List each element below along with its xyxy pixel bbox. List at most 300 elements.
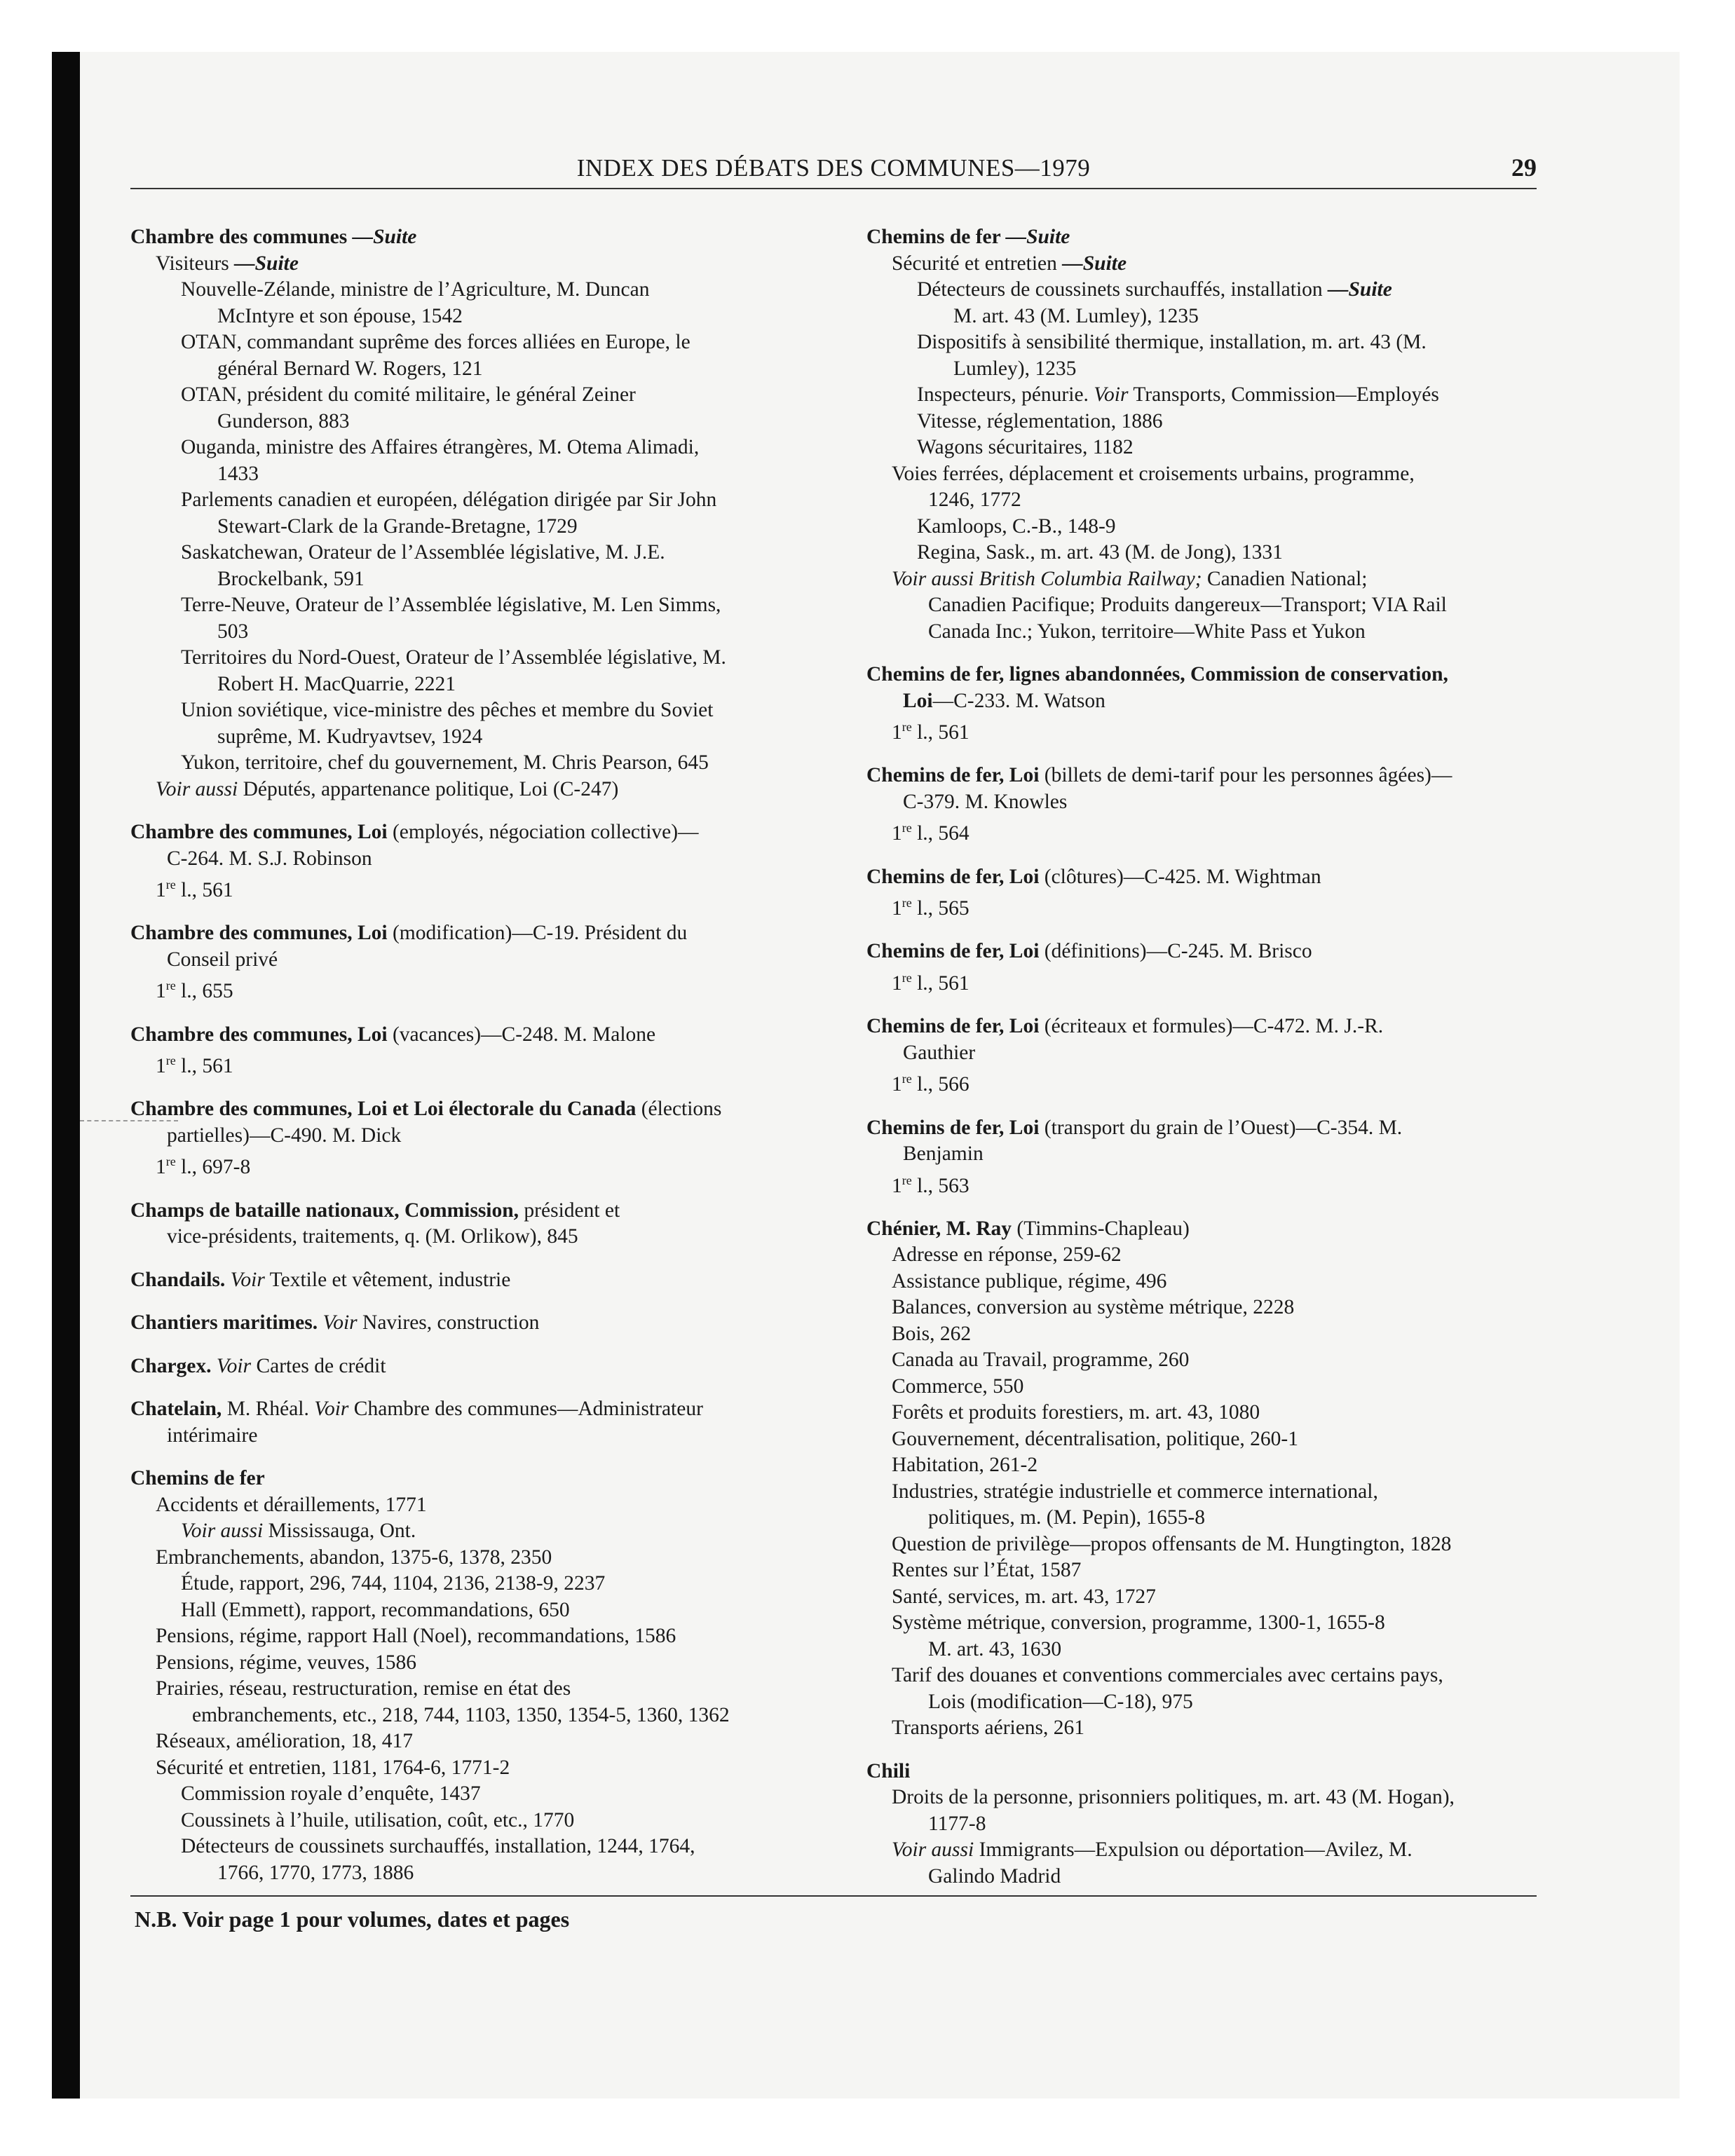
index-text: Wagons sécuritaires, 1182: [917, 436, 1134, 458]
index-line: [866, 1168, 1560, 1199]
index-entry: [130, 1022, 824, 1080]
index-line: [130, 1022, 824, 1049]
index-text: M. art. 43 (M. Lumley), 1235: [953, 304, 1199, 327]
index-line: [866, 1014, 1560, 1040]
index-text: Kamloops, C.-B., 148-9: [917, 514, 1116, 538]
index-line: [130, 872, 824, 903]
index-text: Chili: [866, 1759, 911, 1782]
index-text: président et: [519, 1199, 620, 1222]
index-text: Champs de bataille nationaux, Commission,: [130, 1199, 519, 1222]
index-line: [866, 303, 1560, 330]
index-line: [130, 1518, 824, 1545]
index-line: [866, 1663, 1560, 1689]
index-entry: [130, 1353, 824, 1380]
index-line: [866, 1637, 1560, 1663]
index-text: Chemins de fer: [866, 226, 1006, 248]
index-text: —Suite: [1062, 252, 1127, 275]
index-line: [130, 224, 824, 251]
index-text: Robert H. MacQuarrie, 2221: [217, 672, 456, 695]
index-line: [866, 540, 1560, 566]
index-line: [130, 777, 824, 803]
index-text: re: [901, 720, 912, 734]
index-text: Stewart-Clark de la Grande-Bretagne, 1729: [217, 514, 578, 538]
index-text: 1: [156, 878, 166, 901]
index-text: Cartes de crédit: [251, 1354, 386, 1377]
index-line: [130, 1676, 824, 1703]
footer-note: N.B. Voir page 1 pour volumes, dates et pages: [135, 1906, 570, 1932]
index-text: 1246, 1772: [928, 489, 1021, 511]
index-text: Loi: [903, 689, 933, 712]
index-text: Chambre des communes, Loi: [130, 821, 388, 843]
index-line: [130, 1123, 824, 1149]
index-text: Assistance publique, régime, 496: [892, 1269, 1167, 1292]
index-text: Chambre des communes—Administrateur: [348, 1398, 703, 1421]
index-line: [866, 592, 1560, 619]
index-text: Rentes sur l’État, 1587: [892, 1559, 1082, 1582]
index-text: l., 697-8: [175, 1156, 251, 1179]
index-entry: [866, 864, 1560, 922]
index-text: Chatelain,: [130, 1398, 222, 1421]
index-text: (modification)—C-19. Président du: [387, 922, 688, 945]
index-text: Gouvernement, décentralisation, politique, 260-1: [892, 1427, 1299, 1450]
index-text: M. art. 43, 1630: [928, 1637, 1062, 1660]
index-text: Canada Inc.; Yukon, territoire—White Pass et Yukon: [928, 620, 1366, 643]
index-entry: [130, 819, 824, 903]
index-text: Visiteurs: [156, 252, 235, 275]
index-line: [866, 1321, 1560, 1348]
index-line: [866, 251, 1560, 278]
index-line: [130, 303, 824, 330]
index-text: Galindo Madrid: [928, 1864, 1061, 1888]
index-line: [866, 619, 1560, 646]
index-line: [130, 461, 824, 488]
index-line: [866, 662, 1560, 688]
index-text: 503: [217, 620, 249, 643]
index-column-right: [866, 224, 1560, 1906]
index-text: Dispositifs à sensibilité thermique, installation, m. art. 43 (M.: [917, 331, 1427, 353]
index-text: McIntyre et son épouse, 1542: [217, 304, 463, 327]
index-line: [866, 1531, 1560, 1558]
index-text: Voir aussi: [181, 1520, 264, 1543]
index-text: Prairies, réseau, restructuration, remise en état des: [156, 1677, 571, 1700]
index-text: 1: [892, 822, 902, 845]
index-text: Union soviétique, vice-ministre des pêches et membre du Soviet: [181, 699, 714, 721]
index-text: 1: [156, 1156, 166, 1179]
index-line: [130, 1492, 824, 1519]
index-text: l., 564: [911, 822, 969, 845]
index-line: [130, 973, 824, 1004]
index-text: Gauthier: [903, 1041, 976, 1064]
index-text: (définitions)—C-245. M. Brisco: [1039, 940, 1312, 963]
index-line: [130, 1571, 824, 1597]
index-line: [866, 1864, 1560, 1890]
index-line: [130, 1310, 824, 1337]
index-text: re: [901, 896, 912, 910]
index-line: [866, 1689, 1560, 1716]
index-line: [130, 920, 824, 947]
index-text: partielles)—C-490. M. Dick: [167, 1124, 402, 1147]
index-line: [866, 1374, 1560, 1400]
index-text: Détecteurs de coussinets surchauffés, installation, 1244, 1764,: [181, 1835, 695, 1858]
index-text: Lumley), 1235: [953, 357, 1077, 380]
index-line: [866, 329, 1560, 356]
index-text: Chambre des communes, Loi: [130, 922, 388, 945]
index-line: [130, 697, 824, 724]
index-text: —Suite: [1328, 278, 1392, 301]
index-text: intérimaire: [167, 1424, 258, 1447]
index-text: Tarif des douanes et conventions commerciales avec certains pays,: [892, 1664, 1443, 1687]
index-text: Chandails.: [130, 1268, 231, 1291]
index-line: [866, 965, 1560, 997]
index-text: Chantiers maritimes.: [130, 1311, 323, 1335]
index-line: [130, 619, 824, 646]
index-text: Chemins de fer: [130, 1467, 265, 1490]
index-text: Transports, Commission—Employés: [1128, 383, 1439, 406]
index-text: Ouganda, ministre des Affaires étrangères, M. Otema Alimadi,: [181, 436, 700, 458]
index-line: [130, 750, 824, 777]
index-text: Voies ferrées, déplacement et croisements urbains, programme,: [892, 462, 1415, 485]
index-line: [130, 819, 824, 846]
index-entry: [130, 1310, 824, 1337]
index-text: embranchements, etc., 218, 744, 1103, 1350, 1354-5, 1360, 1362: [192, 1703, 730, 1726]
index-text: (billets de demi-tarif pour les personnes âgées)—: [1039, 764, 1452, 787]
index-line: [866, 1295, 1560, 1321]
index-text: vice-présidents, traitements, q. (M. Orlikow), 845: [167, 1225, 578, 1248]
index-text: Terre-Neuve, Orateur de l’Assemblée législative, M. Len Simms,: [181, 594, 721, 616]
index-text: Hall (Emmett), rapport, recommandations, 650: [181, 1598, 570, 1621]
index-text: Regina, Sask., m. art. 43 (M. de Jong), 1331: [917, 541, 1283, 564]
index-text: 1177-8: [928, 1812, 986, 1835]
index-line: [866, 939, 1560, 965]
index-line: [866, 890, 1560, 922]
index-line: [866, 688, 1560, 715]
index-line: [130, 1703, 824, 1729]
index-text: (transport du grain de l’Ouest)—C-354. M.: [1039, 1116, 1403, 1139]
index-line: [130, 1623, 824, 1650]
index-text: Santé, services, m. art. 43, 1727: [892, 1585, 1156, 1608]
index-text: (clôtures)—C-425. M. Wightman: [1039, 865, 1321, 888]
index-text: re: [165, 1154, 176, 1169]
index-line: [866, 1347, 1560, 1374]
index-text: Voir: [314, 1398, 349, 1421]
index-line: [130, 277, 824, 303]
index-text: Industries, stratégie industrielle et commerce international,: [892, 1480, 1378, 1503]
index-text: Nouvelle-Zélande, ministre de l’Agriculture, M. Duncan: [181, 278, 650, 301]
index-text: Chargex.: [130, 1354, 217, 1377]
index-line: [866, 763, 1560, 789]
index-text: Territoires du Nord-Ouest, Orateur de l’Assemblée législative, M.: [181, 646, 726, 669]
index-text: Chénier, M. Ray: [866, 1217, 1012, 1240]
index-text: (vacances)—C-248. M. Malone: [387, 1023, 656, 1046]
index-text: l., 565: [911, 896, 969, 920]
index-text: Forêts et produits forestiers, m. art. 43, 1080: [892, 1401, 1260, 1424]
index-text: Voir: [1094, 383, 1129, 406]
index-text: Habitation, 261-2: [892, 1454, 1038, 1477]
index-line: [866, 1715, 1560, 1742]
index-text: Réseaux, amélioration, 18, 417: [156, 1730, 414, 1753]
index-text: OTAN, président du comité militaire, le général Zeiner: [181, 383, 636, 406]
index-line: [866, 1115, 1560, 1142]
index-text: (employés, négociation collective)—: [387, 821, 699, 843]
index-text: 1766, 1770, 1773, 1886: [217, 1861, 414, 1884]
index-line: [866, 1479, 1560, 1506]
index-line: [130, 435, 824, 461]
index-text: Balances, conversion au système métrique, 2228: [892, 1296, 1295, 1319]
index-text: —Suite: [1005, 226, 1070, 248]
index-text: 1: [156, 980, 166, 1003]
index-line: [866, 356, 1560, 383]
index-text: re: [165, 1053, 176, 1068]
index-text: l., 561: [911, 971, 969, 995]
index-entry: [130, 1466, 824, 1886]
index-text: re: [901, 970, 912, 985]
index-text: Inspecteurs, pénurie.: [917, 383, 1094, 406]
index-entry: [130, 1096, 824, 1180]
index-line: [866, 224, 1560, 251]
index-line: [866, 409, 1560, 435]
index-line: [866, 1141, 1560, 1168]
index-line: [866, 1242, 1560, 1269]
index-text: Conseil privé: [167, 948, 278, 971]
index-line: [866, 864, 1560, 891]
index-line: [130, 1808, 824, 1834]
index-line: [130, 1834, 824, 1860]
index-text: re: [165, 978, 176, 993]
index-text: Pensions, régime, rapport Hall (Noel), recommandations, 1586: [156, 1625, 676, 1648]
index-line: [130, 1545, 824, 1571]
index-line: [130, 356, 824, 383]
index-line: [866, 815, 1560, 847]
index-line: [866, 1557, 1560, 1584]
index-text: l., 566: [911, 1073, 969, 1096]
index-line: [866, 1269, 1560, 1295]
index-text: 1: [156, 1054, 166, 1077]
index-text: Commission royale d’enquête, 1437: [181, 1782, 481, 1806]
index-entry: [866, 1014, 1560, 1098]
index-text: (élections: [636, 1098, 722, 1121]
index-entry: [130, 920, 824, 1004]
index-text: Adresse en réponse, 259-62: [892, 1243, 1122, 1267]
index-entry: [866, 662, 1560, 746]
index-entry: [866, 1115, 1560, 1199]
index-text: l., 563: [911, 1174, 969, 1197]
header-rule: [130, 188, 1537, 189]
index-text: re: [901, 1072, 912, 1086]
index-line: [130, 1353, 824, 1380]
index-text: 1: [892, 721, 902, 744]
index-text: Chemins de fer, Loi: [866, 1116, 1040, 1139]
index-text: Chemins de fer, Loi: [866, 940, 1040, 963]
index-line: [866, 514, 1560, 540]
index-entry: [130, 1267, 824, 1294]
running-title: INDEX DES DÉBATS DES COMMUNES—1979: [576, 154, 1091, 182]
index-line: [866, 1426, 1560, 1453]
index-text: Sécurité et entretien: [892, 252, 1063, 275]
index-text: —Suite: [352, 226, 417, 248]
index-text: re: [901, 821, 912, 835]
index-line: [130, 1466, 824, 1492]
index-text: Chemins de fer, Loi: [866, 764, 1040, 787]
index-column-left: [130, 224, 824, 1903]
index-text: Voir aussi: [892, 1838, 974, 1862]
index-line: [866, 1452, 1560, 1479]
index-text: Vitesse, réglementation, 1886: [917, 409, 1163, 432]
index-text: Navires, construction: [357, 1311, 540, 1335]
index-line: [130, 1755, 824, 1782]
index-text: Chemins de fer, Loi: [866, 865, 1040, 888]
index-line: [866, 1837, 1560, 1864]
index-line: [130, 592, 824, 619]
index-text: Saskatchewan, Orateur de l’Assemblée législative, M. J.E.: [181, 541, 665, 564]
index-line: [866, 1400, 1560, 1426]
index-line: [866, 1216, 1560, 1243]
index-text: Canada au Travail, programme, 260: [892, 1349, 1190, 1372]
index-text: —C-233. M. Watson: [932, 689, 1105, 712]
index-text: Textile et vêtement, industrie: [264, 1268, 511, 1291]
index-text: Coussinets à l’huile, utilisation, coût, etc., 1770: [181, 1808, 575, 1831]
index-line: [866, 1785, 1560, 1811]
index-text: Embranchements, abandon, 1375-6, 1378, 2350: [156, 1546, 552, 1569]
index-line: [866, 566, 1560, 593]
index-text: Brockelbank, 591: [217, 567, 365, 590]
index-line: [130, 566, 824, 593]
index-entry: [130, 224, 824, 803]
index-line: [130, 540, 824, 566]
index-entry: [866, 1759, 1560, 1890]
index-text: Chemins de fer, lignes abandonnées, Commission de conservation,: [866, 663, 1448, 685]
index-line: [866, 461, 1560, 488]
index-line: [130, 846, 824, 873]
index-line: [130, 1267, 824, 1294]
index-line: [130, 251, 824, 278]
index-text: Canadien Pacifique; Produits dangereux—Transport; VIA Rail: [928, 594, 1447, 616]
index-text: l., 561: [911, 721, 969, 744]
index-line: [866, 789, 1560, 816]
index-line: [130, 514, 824, 540]
index-text: M. Rhéal.: [222, 1398, 315, 1421]
index-text: Voir: [230, 1268, 265, 1291]
index-entry: [866, 1216, 1560, 1742]
index-line: [130, 671, 824, 698]
index-line: [866, 1584, 1560, 1611]
index-line: [866, 1610, 1560, 1637]
index-line: [866, 435, 1560, 461]
index-text: Députés, appartenance politique, Loi (C-247): [238, 777, 619, 800]
index-text: 1: [892, 1174, 902, 1197]
index-text: général Bernard W. Rogers, 121: [217, 357, 483, 380]
index-text: C-379. M. Knowles: [903, 790, 1068, 813]
index-text: (Timmins-Chapleau): [1012, 1217, 1190, 1240]
page-number: 29: [1511, 153, 1537, 182]
index-text: Canadien National;: [1202, 567, 1368, 590]
index-line: [866, 1759, 1560, 1785]
index-text: 1433: [217, 462, 259, 485]
index-line: [130, 1198, 824, 1224]
index-line: [130, 724, 824, 751]
index-text: Détecteurs de coussinets surchauffés, installation: [917, 278, 1328, 301]
index-line: [130, 1650, 824, 1677]
index-line: [130, 329, 824, 356]
index-text: —Suite: [234, 252, 299, 275]
index-text: Mississauga, Ont.: [263, 1520, 416, 1543]
index-text: Sécurité et entretien, 1181, 1764-6, 1771-2: [156, 1756, 510, 1779]
index-text: Lois (modification—C-18), 975: [928, 1690, 1193, 1713]
index-text: Étude, rapport, 296, 744, 1104, 2136, 2138-9, 2237: [181, 1572, 606, 1595]
index-text: OTAN, commandant suprême des forces alliées en Europe, le: [181, 331, 690, 353]
index-line: [130, 1860, 824, 1887]
index-line: [866, 714, 1560, 746]
index-text: Droits de la personne, prisonniers politiques, m. art. 43 (M. Hogan),: [892, 1786, 1455, 1809]
index-text: Question de privilège—propos offensants de M. Hungtington, 1828: [892, 1532, 1452, 1555]
index-text: re: [901, 1173, 912, 1187]
index-text: C-264. M. S.J. Robinson: [167, 847, 372, 870]
index-text: politiques, m. (M. Pepin), 1655-8: [928, 1506, 1205, 1529]
index-text: suprême, M. Kudryavtsev, 1924: [217, 725, 483, 748]
index-text: Voir aussi: [156, 777, 238, 800]
index-text: l., 561: [175, 878, 233, 901]
index-text: 1: [892, 971, 902, 995]
index-text: Chambre des communes, Loi et Loi électorale du Canada: [130, 1098, 637, 1121]
index-text: Bois, 262: [892, 1322, 972, 1345]
index-entry: [866, 224, 1560, 645]
index-line: [866, 277, 1560, 303]
index-text: l., 561: [175, 1054, 233, 1077]
index-text: (écriteaux et formules)—C-472. M. J.-R.: [1039, 1015, 1384, 1038]
index-entry: [130, 1396, 824, 1449]
index-line: [130, 409, 824, 435]
index-line: [866, 1066, 1560, 1098]
index-line: [130, 1781, 824, 1808]
index-text: Voir: [216, 1354, 252, 1377]
index-line: [130, 947, 824, 974]
index-text: Benjamin: [903, 1142, 984, 1166]
index-text: Yukon, territoire, chef du gouvernement, M. Chris Pearson, 645: [181, 751, 709, 774]
index-text: 1: [892, 896, 902, 920]
index-entry: [866, 763, 1560, 847]
index-text: Chambre des communes: [130, 226, 353, 248]
index-line: [866, 1811, 1560, 1838]
index-line: [130, 1149, 824, 1180]
index-text: Pensions, régime, veuves, 1586: [156, 1651, 416, 1674]
index-text: Parlements canadien et européen, délégation dirigée par Sir John: [181, 489, 717, 511]
index-line: [130, 1224, 824, 1250]
index-line: [130, 1597, 824, 1624]
index-text: Voir aussi British Columbia Railway;: [892, 567, 1202, 590]
index-line: [130, 645, 824, 671]
index-text: l., 655: [175, 980, 233, 1003]
index-entry: [130, 1198, 824, 1250]
index-line: [866, 1505, 1560, 1531]
index-line: [130, 1728, 824, 1755]
index-line: [866, 487, 1560, 514]
index-line: [130, 382, 824, 409]
index-line: [866, 1040, 1560, 1067]
index-line: [130, 1396, 824, 1423]
index-text: Système métrique, conversion, programme, 1300-1, 1655-8: [892, 1611, 1385, 1635]
index-line: [130, 1423, 824, 1449]
index-entry: [866, 939, 1560, 997]
index-line: [130, 1096, 824, 1123]
index-text: Gunderson, 883: [217, 409, 350, 432]
scan-binding-edge: [52, 52, 80, 2099]
index-text: Voir: [322, 1311, 358, 1335]
index-text: Chambre des communes, Loi: [130, 1023, 388, 1046]
index-text: Chemins de fer, Loi: [866, 1015, 1040, 1038]
index-line: [130, 487, 824, 514]
index-text: Accidents et déraillements, 1771: [156, 1493, 427, 1516]
index-text: re: [165, 878, 176, 892]
index-line: [130, 1048, 824, 1079]
